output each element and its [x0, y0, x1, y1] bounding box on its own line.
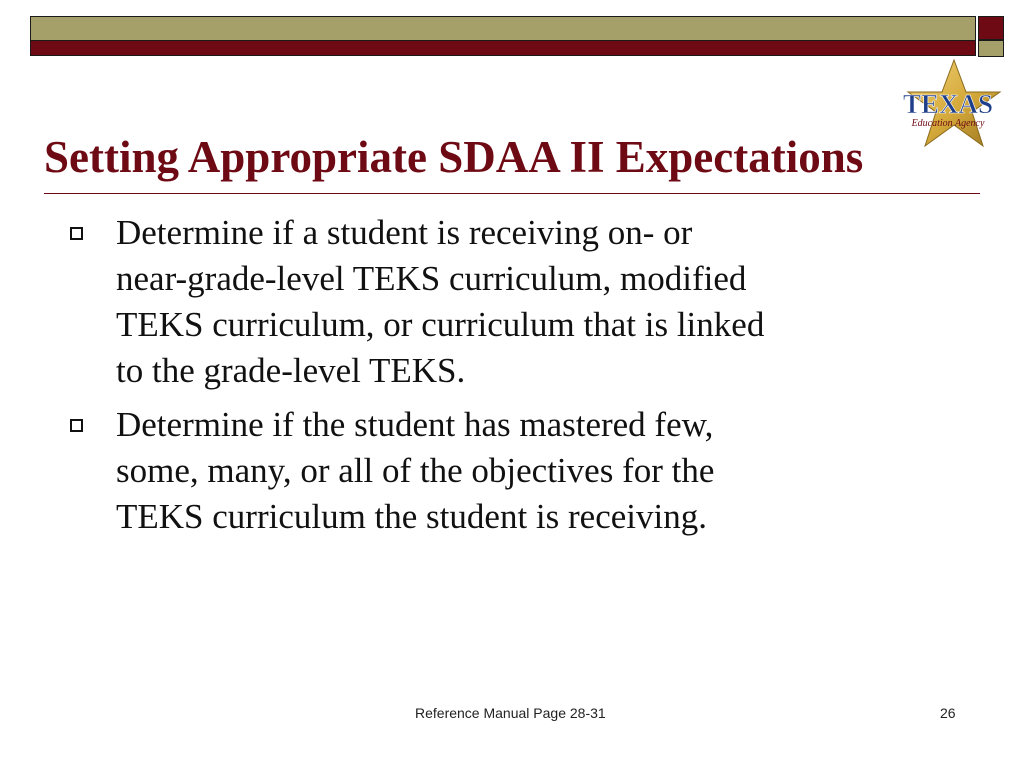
- top-decorative-bar: [30, 16, 976, 56]
- bullet-item: [66, 402, 946, 540]
- bullet-text: [116, 402, 916, 540]
- bullet-item: [66, 210, 946, 394]
- title-underline: [44, 193, 980, 194]
- square-bullet-icon: [70, 419, 83, 432]
- top-bar-olive-band: [31, 17, 975, 41]
- footer-reference: Reference Manual Page 28-31: [415, 705, 606, 721]
- logo-subtitle: Education Agency: [911, 118, 985, 129]
- corner-square-maroon: [978, 16, 1004, 40]
- bullet-line: Determine if a student is receiving on- or: [116, 213, 693, 252]
- texas-education-agency-logo: [890, 58, 1002, 154]
- logo-word: TEXAS: [902, 89, 994, 119]
- bullet-text: [116, 210, 916, 394]
- bullet-line: to the grade-level TEKS.: [116, 351, 466, 390]
- bullet-line: TEKS curriculum the student is receiving.: [116, 497, 707, 536]
- bullet-list: [66, 210, 946, 548]
- bullet-line: some, many, or all of the objectives for the: [116, 451, 715, 490]
- square-bullet-icon: [70, 227, 83, 240]
- slide-title: Setting Appropriate SDAA II Expectations: [44, 132, 864, 182]
- corner-square-olive: [978, 40, 1004, 57]
- bullet-line: TEKS curriculum, or curriculum that is linked: [116, 305, 765, 344]
- bullet-line: near-grade-level TEKS curriculum, modified: [116, 259, 747, 298]
- page-number: 26: [940, 705, 956, 721]
- bullet-line: Determine if the student has mastered few,: [116, 405, 714, 444]
